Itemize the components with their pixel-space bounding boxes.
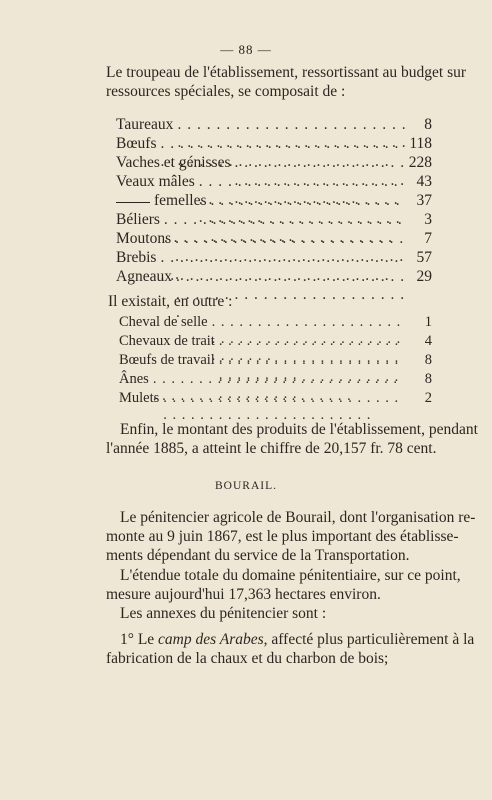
item-value: 8 bbox=[424, 352, 432, 368]
item-label: Taureaux bbox=[116, 116, 174, 133]
item-value: 37 bbox=[416, 192, 432, 209]
item-label: femelles bbox=[116, 192, 207, 210]
item-label: Vaches et génisses bbox=[116, 154, 231, 171]
list-item bbox=[116, 230, 432, 248]
list-item bbox=[116, 135, 432, 153]
outre-line: Il existait, en outre : bbox=[108, 293, 233, 310]
list-item bbox=[116, 154, 432, 172]
item-value: 4 bbox=[424, 333, 432, 349]
page-number: — 88 — bbox=[220, 42, 272, 57]
item-value: 228 bbox=[408, 154, 432, 171]
item-label: Chevaux de trait bbox=[119, 333, 215, 349]
item-value: 29 bbox=[416, 268, 432, 285]
item-label: Moutons bbox=[116, 230, 172, 247]
list-item bbox=[119, 333, 432, 351]
list-item bbox=[119, 371, 432, 389]
item-label: Cheval de selle bbox=[119, 314, 208, 330]
list-item bbox=[116, 249, 432, 267]
bourail-p2-line-2: mesure aujourd'hui 17,363 hectares environ. bbox=[106, 586, 381, 603]
item-value: 3 bbox=[424, 211, 432, 228]
bourail-p1-line-1: Le pénitencier agricole de Bourail, dont l'organisation re- bbox=[120, 509, 476, 526]
item-value: 43 bbox=[416, 173, 432, 190]
bourail-p4-line-1 bbox=[120, 630, 474, 649]
summary-line-2: l'année 1885, a atteint le chiffre de 20,157 fr. 78 cent. bbox=[106, 440, 437, 457]
list-item bbox=[119, 314, 432, 332]
list-suffix: , affecté plus particulièrement à la bbox=[263, 631, 475, 648]
intro-line-1: Le troupeau de l'établissement, ressortissant au budget sur bbox=[106, 64, 467, 81]
bourail-p4-line-2: fabrication de la chaux et du charbon de bois; bbox=[106, 650, 389, 667]
item-value: 2 bbox=[424, 390, 432, 406]
item-label: Bœufs bbox=[116, 135, 157, 152]
item-label: Brebis bbox=[116, 249, 157, 266]
place-name: camp des Arabes bbox=[158, 631, 264, 648]
item-value: 57 bbox=[416, 249, 432, 266]
bourail-p3-line-1: Les annexes du pénitencier sont : bbox=[120, 605, 327, 622]
list-item bbox=[116, 268, 432, 286]
list-item bbox=[116, 173, 432, 191]
item-label: Agneaux bbox=[116, 268, 172, 285]
section-title: BOURAIL. bbox=[215, 480, 277, 492]
list-item bbox=[116, 192, 432, 210]
item-label: Béliers bbox=[116, 211, 160, 228]
list-item bbox=[116, 211, 432, 229]
item-value: 118 bbox=[409, 135, 432, 152]
dot-leader bbox=[163, 390, 406, 424]
item-value: 8 bbox=[424, 116, 432, 133]
item-label: Veaux mâles bbox=[116, 173, 195, 190]
item-value: 7 bbox=[424, 230, 432, 247]
list-item bbox=[119, 390, 432, 408]
item-label: Ânes bbox=[119, 371, 149, 387]
item-label: Bœufs de travail bbox=[119, 352, 215, 368]
summary-line-1: Enfin, le montant des produits de l'établissement, pendant bbox=[120, 421, 478, 438]
list-item bbox=[119, 352, 432, 370]
item-value: 1 bbox=[424, 314, 432, 330]
bourail-p1-line-3: ments dépendant du service de la Transportation. bbox=[106, 547, 410, 564]
bourail-p2-line-1: L'étendue totale du domaine pénitentiaire, sur ce point, bbox=[120, 567, 461, 584]
bourail-p1-line-2: monte au 9 juin 1867, est le plus important des établisse- bbox=[106, 528, 459, 545]
item-value: 8 bbox=[424, 371, 432, 387]
item-label: Mulets bbox=[119, 390, 160, 406]
list-prefix: 1° Le bbox=[120, 631, 159, 648]
list-item bbox=[116, 116, 432, 134]
intro-line-2: ressources spéciales, se composait de : bbox=[106, 83, 346, 100]
